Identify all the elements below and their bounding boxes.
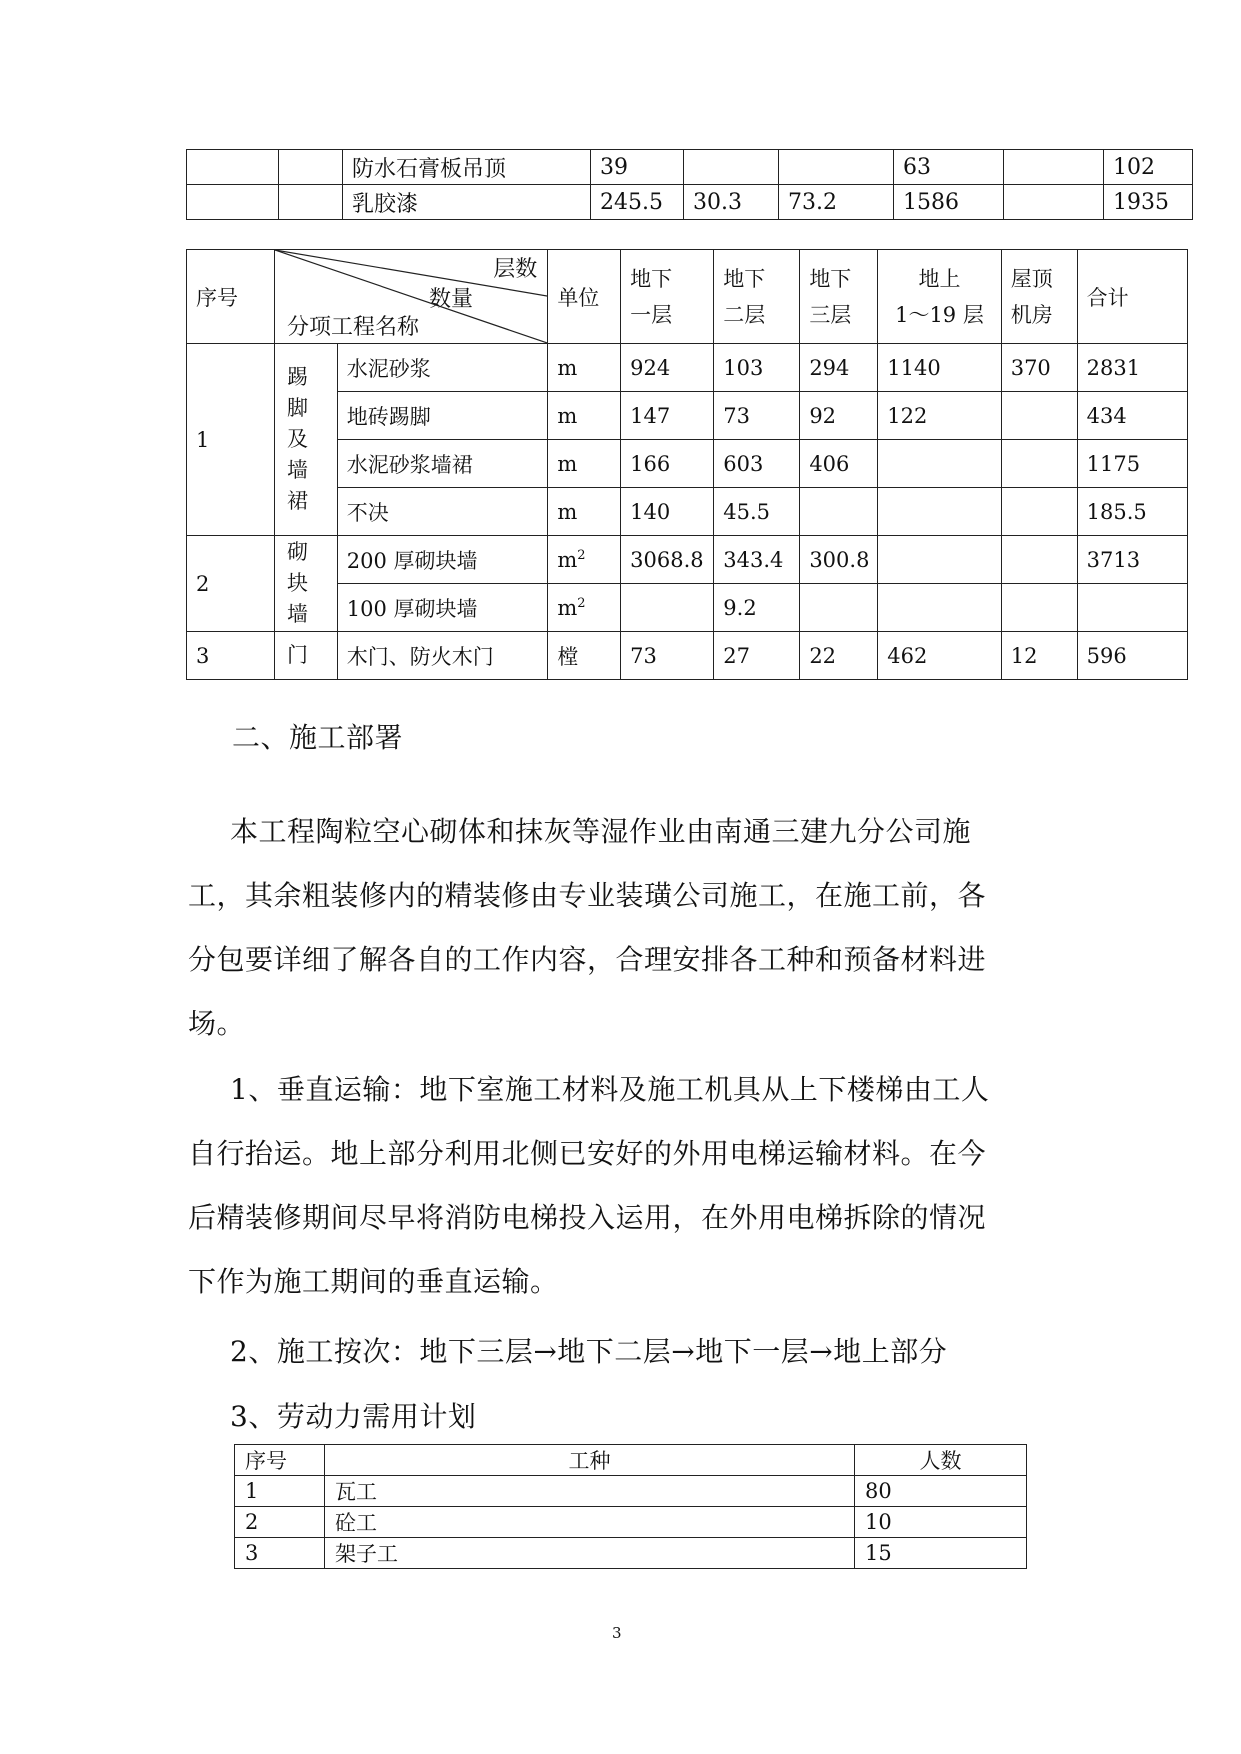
header-seq: 序号 [235,1445,325,1476]
cell [279,150,343,185]
item-b2: 103 [714,344,800,392]
cell: 1586 [894,185,1004,220]
item-b2: 9.2 [714,584,800,632]
item-total: 434 [1077,392,1187,440]
item-roof [1001,488,1077,536]
labor-table [234,1444,1027,1569]
item-roof [1001,584,1077,632]
page-number: 3 [612,1624,622,1642]
item-b3 [800,488,878,536]
paragraph-assignment [188,800,1048,1056]
cell: 73.2 [779,185,894,220]
item-b3: 92 [800,392,878,440]
cell [1004,150,1104,185]
item-b2: 603 [714,440,800,488]
header-seq: 序号 [187,250,275,344]
quantity-table [186,249,1188,680]
item-roof [1001,440,1077,488]
table-row [187,392,1188,440]
cell: 63 [894,150,1004,185]
item-b3: 406 [800,440,878,488]
header-unit: 单位 [548,250,621,344]
cell: 防水石膏板吊顶 [343,150,591,185]
cell: 架子工 [325,1538,855,1569]
item-above [878,584,1001,632]
item-name: 水泥砂浆墙裙 [337,440,548,488]
table-row [187,185,1193,220]
cell: 瓦工 [325,1476,855,1507]
cell: 15 [855,1538,1027,1569]
table-row [235,1476,1027,1507]
group-category: 踢 脚 及 墙 裙 [275,344,338,536]
item-total: 3713 [1077,536,1187,584]
group-category: 门 [275,632,338,680]
cell: 10 [855,1507,1027,1538]
table-row [187,344,1188,392]
item-b1: 924 [621,344,714,392]
labor-plan-heading: 3、劳动力需用计划 [230,1400,477,1433]
group-seq: 1 [187,344,275,536]
item-b1: 166 [621,440,714,488]
header-b1: 地下 一层 [621,250,714,344]
item-unit: $m^2$ [548,536,621,584]
item-b3: 22 [800,632,878,680]
item-roof: 370 [1001,344,1077,392]
table-row [187,584,1188,632]
cell: 乳胶漆 [343,185,591,220]
item-name: 200 厚砌块墙 [337,536,548,584]
item-total [1077,584,1187,632]
item-name: 木门、防火木门 [337,632,548,680]
cell: 39 [591,150,684,185]
text-line: 自行抬运。地上部分利用北侧已安好的外用电梯运输材料。在今 [188,1137,987,1170]
item-unit: m [548,344,621,392]
text-line: 场。 [188,1007,246,1040]
header-diagonal-cell [275,250,548,344]
cell: 80 [855,1476,1027,1507]
cell: 1 [235,1476,325,1507]
item-b3: 294 [800,344,878,392]
table-row [235,1507,1027,1538]
group-seq: 2 [187,536,275,632]
table-row [187,150,1193,185]
table-row [235,1538,1027,1569]
text-line: 本工程陶粒空心砌体和抹灰等湿作业由南通三建九分公司施 [230,815,972,848]
item-name: 地砖踢脚 [337,392,548,440]
group-seq: 3 [187,632,275,680]
item-roof [1001,392,1077,440]
item-name: 100 厚砌块墙 [337,584,548,632]
text-line: 下作为施工期间的垂直运输。 [188,1265,559,1298]
section-title: 二、施工部署 [232,721,404,754]
cell [187,150,279,185]
item-b3: 300.8 [800,536,878,584]
cell [684,150,779,185]
header-above: 地上 1～19 层 [878,250,1001,344]
paragraph-vertical-transport [188,1058,1048,1314]
item-above: 1140 [878,344,1001,392]
text-line: 后精装修期间尽早将消防电梯投入运用，在外用电梯拆除的情况 [188,1201,987,1234]
item-above [878,536,1001,584]
item-b2: 343.4 [714,536,800,584]
item-unit: $m^2$ [548,584,621,632]
item-roof: 12 [1001,632,1077,680]
header-item-name-label: 分项工程名称 [287,315,420,340]
item-b3 [800,584,878,632]
cell [779,150,894,185]
item-total: 185.5 [1077,488,1187,536]
header-b3: 地下 三层 [800,250,878,344]
text-line: 分包要详细了解各自的工作内容，合理安排各工种和预备材料进 [188,943,987,976]
header-count: 人数 [855,1445,1027,1476]
header-floors-label: 层数 [493,257,538,282]
cell [279,185,343,220]
header-total: 合计 [1077,250,1187,344]
header-roof: 屋顶 机房 [1001,250,1077,344]
cell: 102 [1104,150,1193,185]
item-b1 [621,584,714,632]
item-b2: 73 [714,392,800,440]
item-total: 2831 [1077,344,1187,392]
cell [187,185,279,220]
item-roof [1001,536,1077,584]
construction-sequence: 2、施工按次：地下三层→地下二层→地下一层→地上部分 [230,1335,948,1368]
item-unit: 樘 [548,632,621,680]
cell: 1935 [1104,185,1193,220]
item-b1: 147 [621,392,714,440]
item-unit: m [548,440,621,488]
item-unit: m [548,488,621,536]
text-line: 1、垂直运输：地下室施工材料及施工机具从上下楼梯由工人 [230,1073,990,1106]
item-above [878,440,1001,488]
table-row [187,440,1188,488]
item-b2: 45.5 [714,488,800,536]
cell: 30.3 [684,185,779,220]
item-name: 水泥砂浆 [337,344,548,392]
header-b2: 地下 二层 [714,250,800,344]
cell: 2 [235,1507,325,1538]
item-total: 596 [1077,632,1187,680]
item-above [878,488,1001,536]
item-above: 122 [878,392,1001,440]
item-unit: m [548,392,621,440]
table-row [187,632,1188,680]
header-row [235,1445,1027,1476]
header-quantity-label: 数量 [429,287,474,312]
continuation-table [186,149,1193,220]
cell [1004,185,1104,220]
item-above: 462 [878,632,1001,680]
item-b1: 3068.8 [621,536,714,584]
cell: 3 [235,1538,325,1569]
header-row [187,250,1188,344]
header-trade: 工种 [325,1445,855,1476]
item-total: 1175 [1077,440,1187,488]
cell: 砼工 [325,1507,855,1538]
item-b1: 140 [621,488,714,536]
item-b2: 27 [714,632,800,680]
text-line: 工，其余粗装修内的精装修由专业装璜公司施工，在施工前，各 [188,879,987,912]
item-name: 不决 [337,488,548,536]
cell: 245.5 [591,185,684,220]
item-b1: 73 [621,632,714,680]
table-row [187,536,1188,584]
table-row [187,488,1188,536]
group-category: 砌 块 墙 [275,536,338,632]
